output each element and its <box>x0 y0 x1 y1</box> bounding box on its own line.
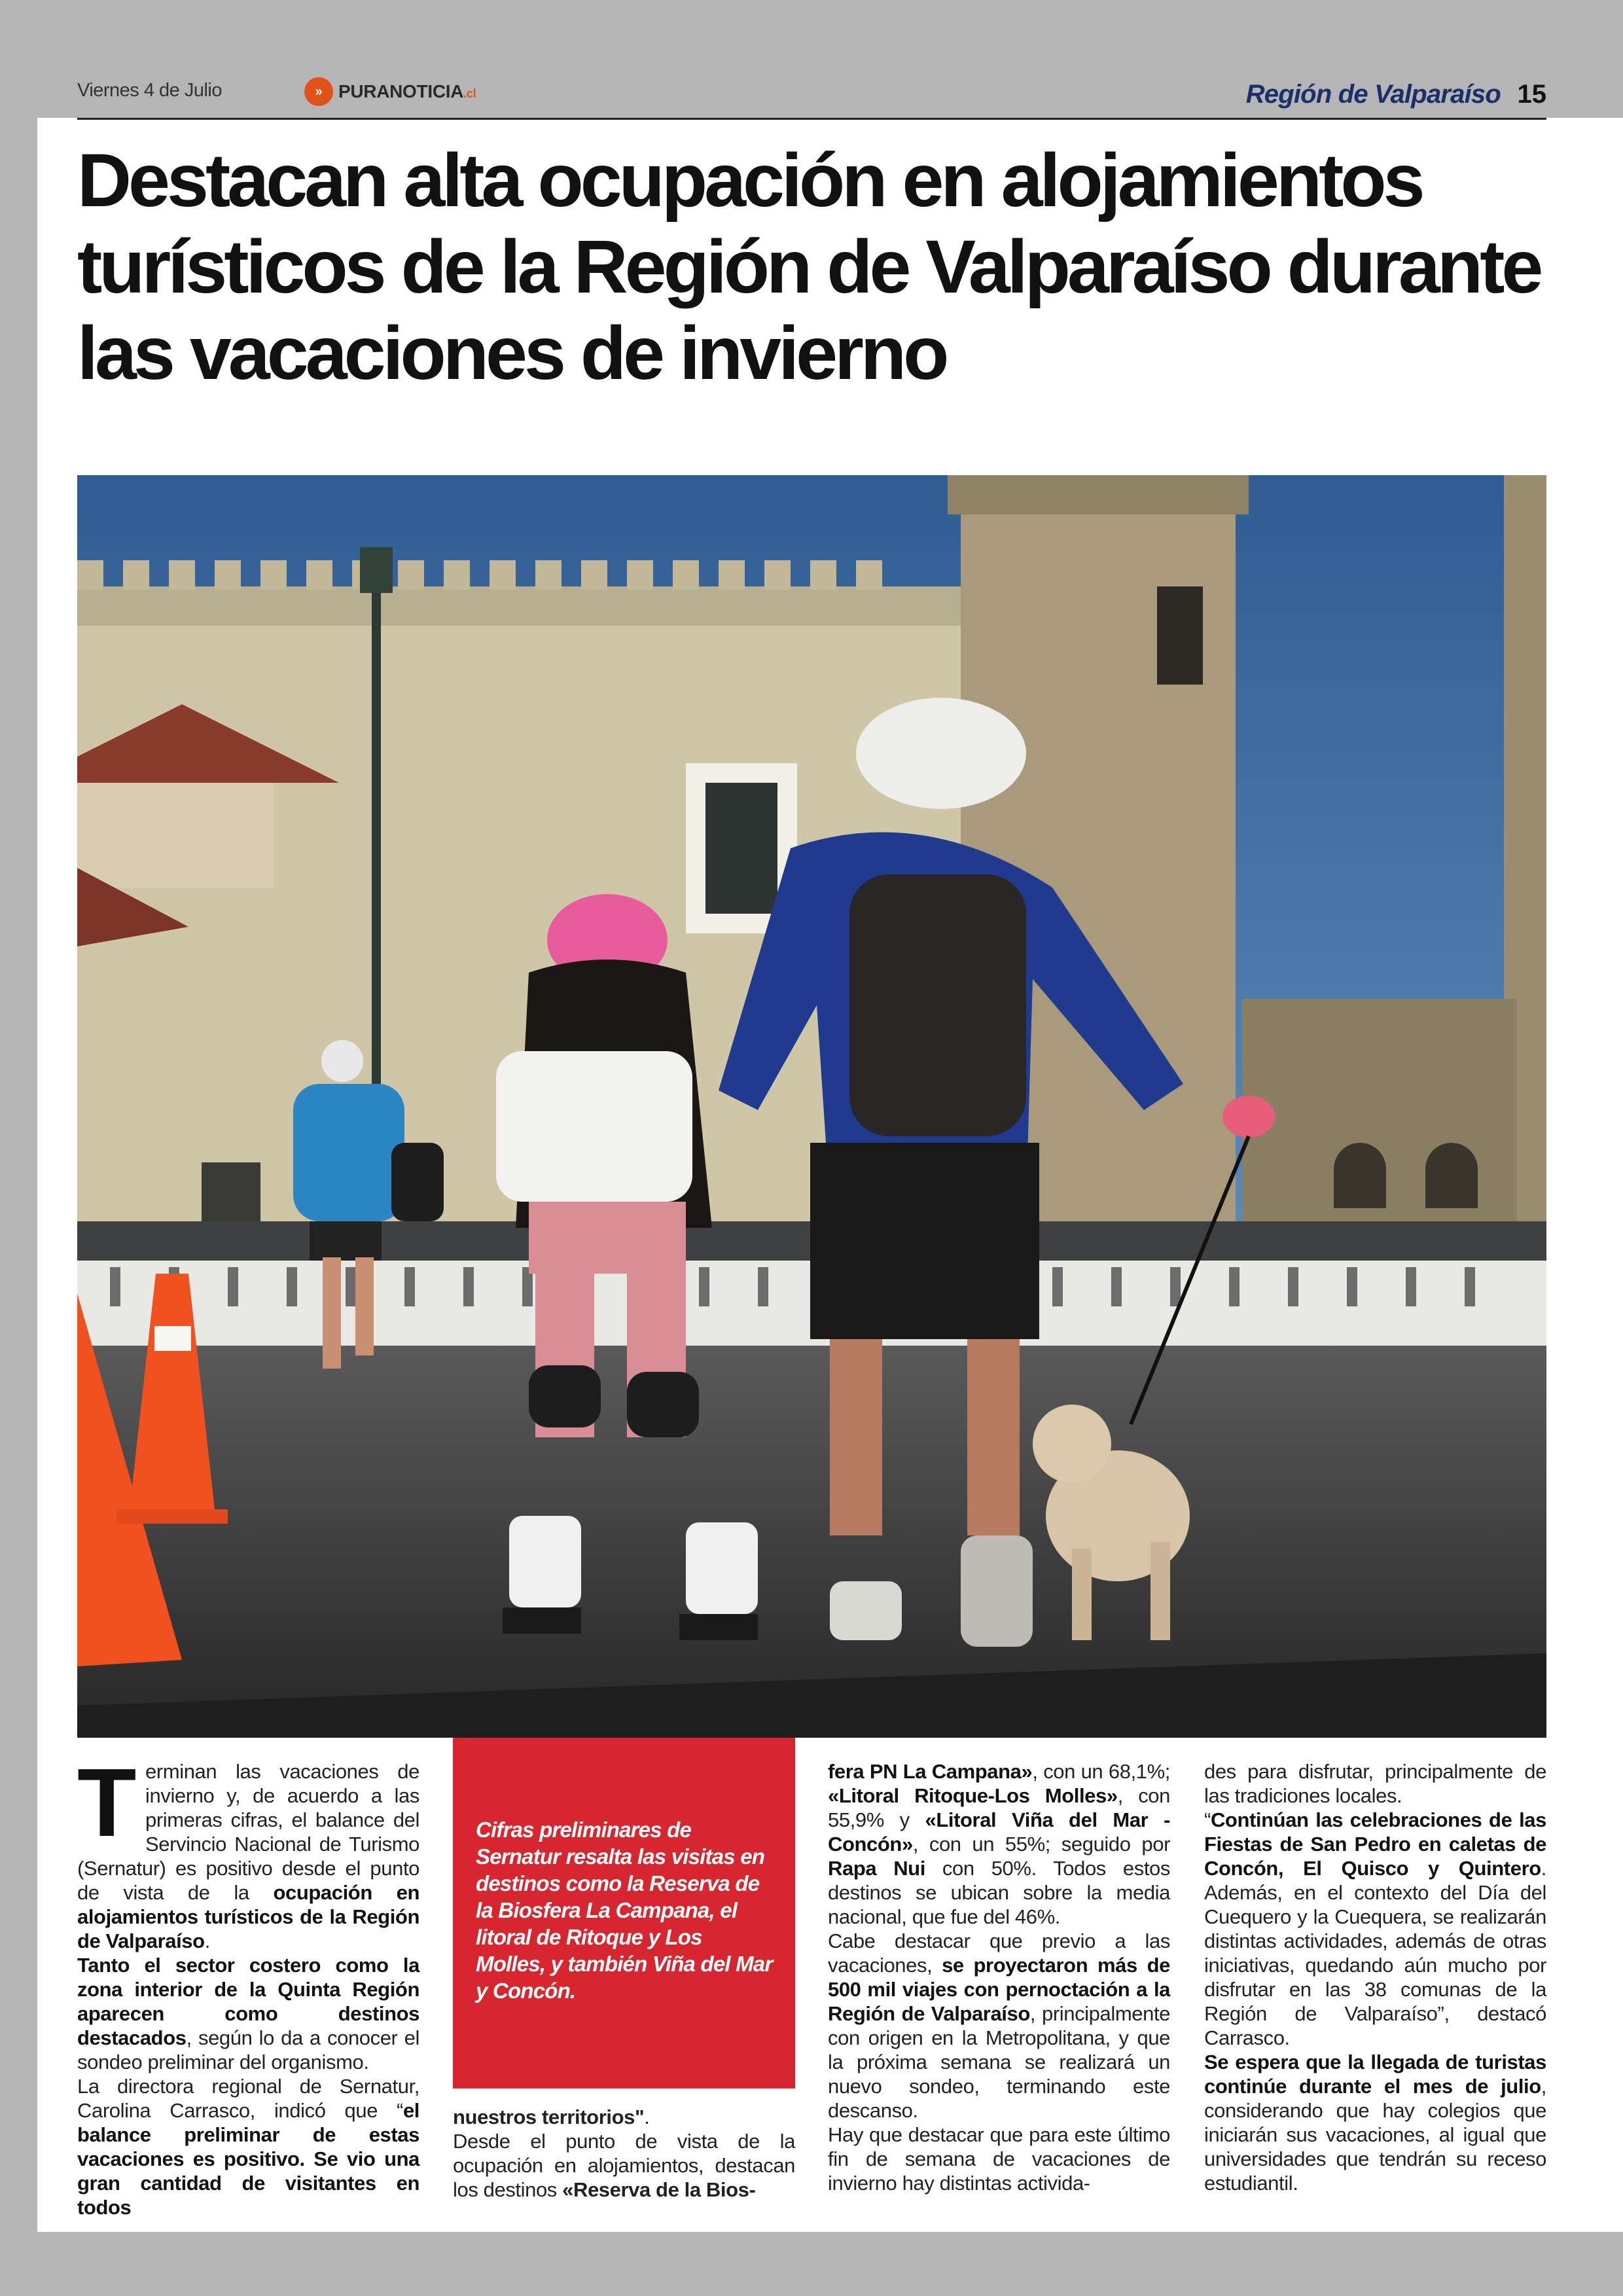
paragraph: fera PN La Campana», con un 68,1%; «Litoral Ritoque-Los Molles», con 55,9% y «Litoral Viña del Mar - Concón», con un 55%; seguido por Rapa Nui con 50%. Todos estos destinos se ubican sobre la media nacional, que fue del 46%. <box>828 1760 1170 1928</box>
paragraph: La directora regional de Sernatur, Carolina Carrasco, indicó que “el balance preliminar de estas vacaciones es positivo. Se vio una gran cantidad de visitantes en todos <box>77 2075 419 2219</box>
paragraph: Desde el punto de vista de la ocupación en alojamientos, destacan los destinos «Reserva de la Bios- <box>453 2130 795 2201</box>
paragraph: des para disfrutar, principalmente de las tradiciones locales. <box>1204 1760 1546 1807</box>
paragraph: Tanto el sector costero como la zona interior de la Quinta Región aparecen como destinos destacados, según lo da a conocer el sondeo preliminar del organismo. <box>77 1954 419 2073</box>
pull-quote-box <box>453 1738 795 2089</box>
article-headline: Destacan alta ocupación en alojamientos turísticos de la Región de Valparaíso durante las vacaciones de invierno <box>77 139 1541 395</box>
article-photo <box>77 475 1546 1738</box>
page-number: 15 <box>1517 80 1546 109</box>
pull-quote: Cifras preliminares de Sernatur resalta las visitas en destinos como la Reserva de la Biosfera La Campana, el litoral de Ritoque y Los Molles, y también Viña del Mar y Concón. <box>476 1818 773 2003</box>
article-column-4 <box>1204 1759 1546 2195</box>
issue-date: Viernes 4 de Julio <box>77 80 223 101</box>
article-column-3 <box>828 1759 1170 2195</box>
logo-suffix: .cl <box>463 87 476 100</box>
article-column-2 <box>453 2105 795 2202</box>
logo-arrows-icon: » <box>304 77 333 106</box>
puranoticia-logo <box>304 77 476 106</box>
paragraph: Cabe destacar que previo a las vacaciones, se proyectaron más de 500 mil viajes con pernoctación a la Región de Valparaíso, principalmente con origen en la Metropolitana, y que la próxima semana se realizará un nuevo sondeo, terminando este descanso. <box>828 1929 1170 2122</box>
paragraph: nuestros territorios". <box>453 2106 650 2128</box>
paragraph: Hay que destacar que para este último fin de semana de vacaciones de invierno hay distintas activida- <box>828 2123 1170 2195</box>
photo-illustration <box>77 475 1546 1738</box>
drop-cap: T <box>77 1749 137 1857</box>
section-title: Región de Valparaíso <box>1245 80 1501 109</box>
page-header <box>77 73 1546 120</box>
logo-wordmark: PURANOTICIA <box>338 81 464 101</box>
article-column-1 <box>77 1749 419 2219</box>
paragraph: “Continúan las celebraciones de las Fiestas de San Pedro en caletas de Concón, El Quisco y Quintero. Además, en el contexto del Día del Cuequero y la Cuequera, se realizarán distintas actividades, además de otras iniciativas, quedando aún mucho por disfrutar en las 38 comunas de la Región de Valparaíso”, destacó Carrasco. <box>1204 1808 1546 2049</box>
paragraph: erminan las vacaciones de invierno y, de acuerdo a las primeras cifras, el balance del Servincio Nacional de Turismo (Sernatur) es positivo desde el punto de vista de la ocupación en alojamientos turísticos de la Región de Valparaíso. <box>77 1760 419 1952</box>
paragraph: Se espera que la llegada de turistas continúe durante el mes de julio, considerando que hay colegios que iniciarán sus vacaciones, al igual que universidades que tendrán su receso estudiantil. <box>1204 2051 1546 2195</box>
